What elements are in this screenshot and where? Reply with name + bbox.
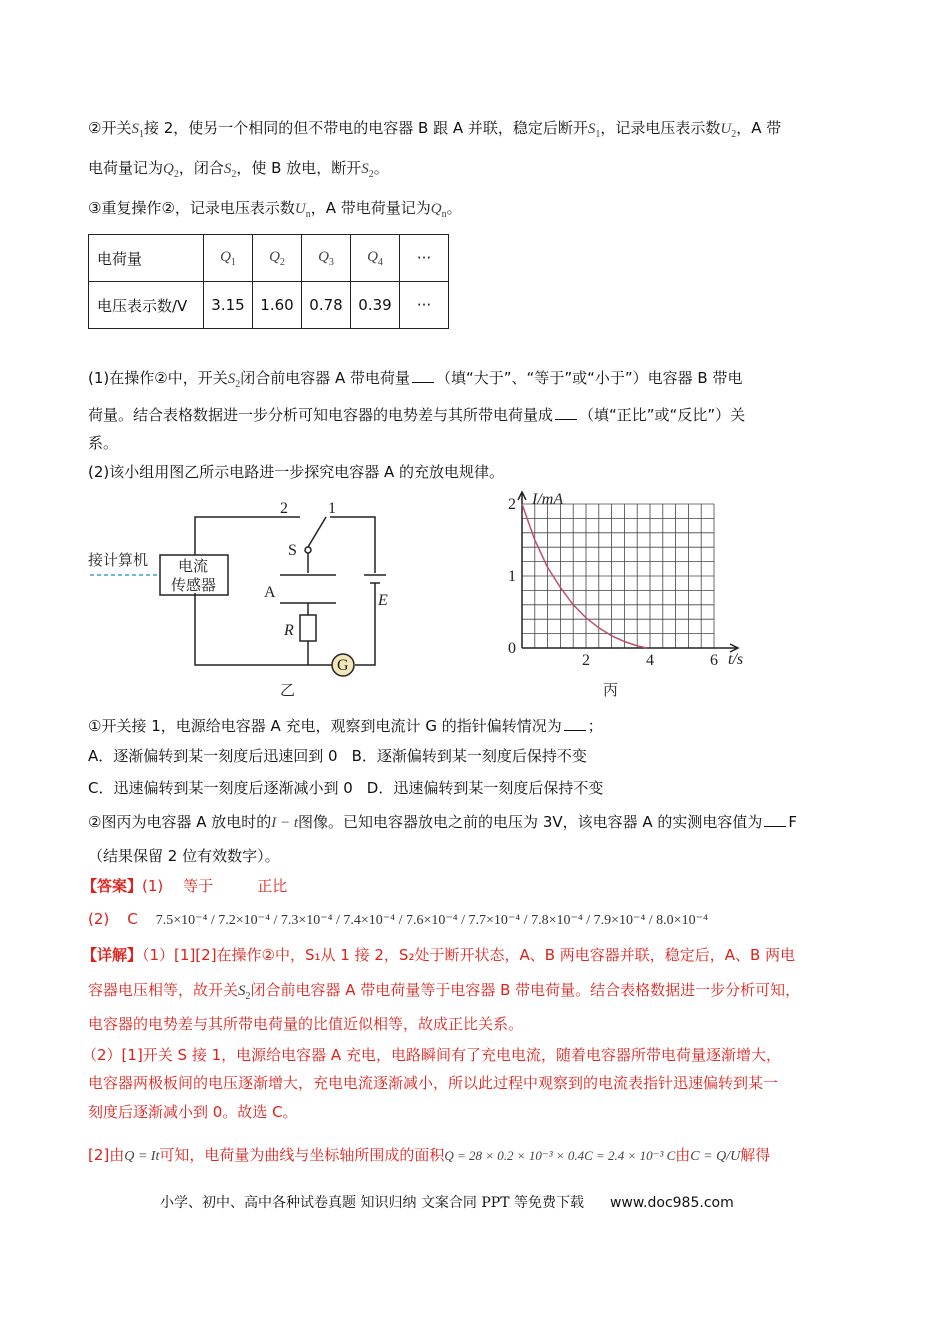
table-cell-v3: 0.78	[302, 282, 351, 329]
table-row	[89, 235, 449, 282]
sensor-label-1: 电流	[178, 557, 209, 575]
footer-text: 小学、初中、高中各种试卷真题 知识归纳 文案合同 PPT 等免费下载	[160, 1195, 584, 1211]
un-symbol: $U_n$	[294, 201, 311, 220]
answer-line1: 【答案】(1) 等于 正比	[82, 877, 288, 895]
answer-line2: (2) C 7.5×10⁻⁴ / 7.2×10⁻⁴ / 7.3×10⁻⁴ / 7.4×10⁻⁴ / 7.6×10⁻⁴ / 7.7×10⁻⁴ / 7.8×10⁻⁴ / 7.9×10⁻⁴ / 8.0×10⁻⁴	[88, 910, 708, 928]
table-cell-q1: $Q_1$	[204, 235, 253, 282]
table-cell-ellipsis: ···	[400, 235, 449, 282]
detail-line7: [2]由Q = It可知，电荷量为曲线与坐标轴所围成的面积Q = 28 × 0.2 × 10⁻³ × 0.4C = 2.4 × 10⁻³ C由C = Q/U解得	[88, 1146, 771, 1164]
step3-line: ③重复操作②，记录电压表示数$U_n$，A 带电荷量记为$Q_n$。	[88, 199, 462, 220]
detail-line6: 刻度后逐渐减小到 0。故选 C。	[88, 1103, 298, 1121]
sub2-line1: ②图丙为电容器 A 放电时的I − t图像。已知电容器放电之前的电压为 3V，该电容器 A 的实测电容值为 F	[88, 813, 798, 831]
answer-label: 【答案】	[82, 877, 143, 895]
computer-label: 接计算机	[88, 551, 149, 569]
label-a: A	[264, 584, 276, 601]
y-axis-label: I/mA	[532, 491, 564, 508]
options-ab	[88, 746, 587, 766]
sub2-line2: （结果保留 2 位有效数字）。	[88, 847, 280, 865]
option-b[interactable]: B．逐渐偏转到某一刻度后保持不变	[351, 747, 587, 765]
qn-symbol: $Q_n$	[430, 201, 447, 220]
detail-label: 【详解】	[82, 946, 143, 964]
sensor-label-2: 传感器	[171, 576, 217, 594]
q2-line: (2)该小组用图乙所示电路进一步探究电容器 A 的充放电规律。	[88, 463, 505, 481]
options-cd	[88, 778, 603, 798]
detail-line1: 【详解】（1）[1][2]在操作②中，S₁从 1 接 2，S₂处于断开状态，A、B 两电容器并联，稳定后，A、B 两电	[82, 946, 796, 964]
answer-blank[interactable]	[764, 812, 786, 827]
table-cell-v4: 0.39	[351, 282, 400, 329]
label-r: R	[284, 622, 294, 639]
table-header-charge: 电荷量	[89, 235, 204, 282]
detail-line2: 容器电压相等，故开关$S_2$闭合前电容器 A 带电荷量等于电容器 B 带电荷量。结合表格数据进一步分析可知，	[88, 981, 801, 1002]
q1-line3: 系。	[88, 434, 119, 452]
x-axis-label: t/s	[728, 651, 744, 668]
answer-blank[interactable]	[564, 716, 586, 731]
table-cell-v2: 1.60	[253, 282, 302, 329]
chart-grid	[522, 504, 714, 648]
table-cell-v1: 3.15	[204, 282, 253, 329]
footer	[160, 1192, 734, 1212]
detail-line5: 电容器两极板间的电压逐渐增大，充电电流逐渐减小，所以此过程中观察到的电流表指针迅速偏转到某一	[88, 1074, 779, 1092]
table-cell-q3: $Q_3$	[302, 235, 351, 282]
table-cell-ellipsis: ···	[400, 282, 449, 329]
detail-line4: （2）[1]开关 S 接 1，电源给电容器 A 充电，电路瞬间有了充电电流，随着电容器所带电荷量逐渐增大，	[82, 1046, 781, 1064]
label-s: S	[288, 542, 297, 559]
galvanometer-label: G	[337, 657, 349, 674]
s1-symbol: $S_1$	[587, 121, 601, 140]
detail-line3: 电容器的电势差与其所带电荷量的比值近似相等，故成正比关系。	[88, 1015, 524, 1033]
label-1: 1	[328, 500, 336, 517]
option-a[interactable]: A．逐渐偏转到某一刻度后迅速回到 0	[88, 747, 338, 765]
s1-symbol: $S_1$	[131, 121, 144, 140]
label-2: 2	[280, 500, 288, 517]
table-header-voltage: 电压表示数/V	[89, 282, 204, 329]
y-tick-label: 0	[508, 640, 516, 657]
circuit-diagram	[80, 495, 400, 705]
sub1-line: ①开关接 1，电源给电容器 A 充电，观察到电流计 G 的指针偏转情况为 ；	[88, 717, 603, 735]
x-tick-label: 4	[646, 652, 654, 669]
x-tick-label: 6	[710, 652, 718, 669]
formula-c: C = Q/U	[690, 1149, 741, 1164]
discharge-chart	[490, 480, 760, 705]
formula-q-it: Q = It	[124, 1149, 160, 1164]
answer-blank[interactable]	[412, 368, 434, 383]
formula-q-value: Q = 28 × 0.2 × 10⁻³ × 0.4C = 2.4 × 10⁻³ C	[444, 1148, 676, 1163]
table-cell-q4: $Q_4$	[351, 235, 400, 282]
chart-caption: 丙	[603, 681, 619, 699]
step2-line1: ②开关$S_1$接 2，使另一个相同的但不带电的电容器 B 跟 A 并联，稳定后断开$S_1$，记录电压表示数$U_2$，A 带	[88, 119, 782, 140]
y-tick-label: 1	[508, 568, 516, 585]
s2-symbol: $S_2$	[223, 161, 237, 180]
table-cell-q2: $Q_2$	[253, 235, 302, 282]
answer-blank[interactable]	[555, 405, 577, 420]
s2-symbol: $S_2$	[238, 983, 251, 1002]
q1-line1: (1)在操作②中，开关$S_2$闭合前电容器 A 带电荷量 （填“大于”、“等于”或“小于”）电容器 B 带电	[88, 369, 743, 390]
u2-symbol: $U_2$	[720, 121, 737, 140]
q1-line2: 荷量。结合表格数据进一步分析可知电容器的电势差与其所带电荷量成 （填“正比”或“反比”）关	[88, 406, 746, 424]
s2-symbol: $S_2$	[361, 161, 374, 180]
s2-symbol: $S_2$	[227, 371, 241, 390]
data-table	[88, 234, 449, 329]
it-symbol: I − t	[271, 815, 299, 831]
y-tick-label: 2	[508, 496, 516, 513]
table-row	[89, 282, 449, 329]
x-tick-label: 2	[582, 652, 590, 669]
label-e: E	[378, 592, 388, 609]
footer-url[interactable]: www.doc985.com	[609, 1195, 734, 1211]
circuit-caption: 乙	[280, 681, 296, 699]
step2-line2: 电荷量记为$Q_2$，闭合$S_2$，使 B 放电，断开$S_2$。	[88, 159, 389, 180]
q2-symbol: $Q_2$	[163, 161, 179, 180]
option-c[interactable]: C．迅速偏转到某一刻度后逐渐减小到 0	[88, 779, 353, 797]
option-d[interactable]: D．迅速偏转到某一刻度后保持不变	[366, 779, 604, 797]
